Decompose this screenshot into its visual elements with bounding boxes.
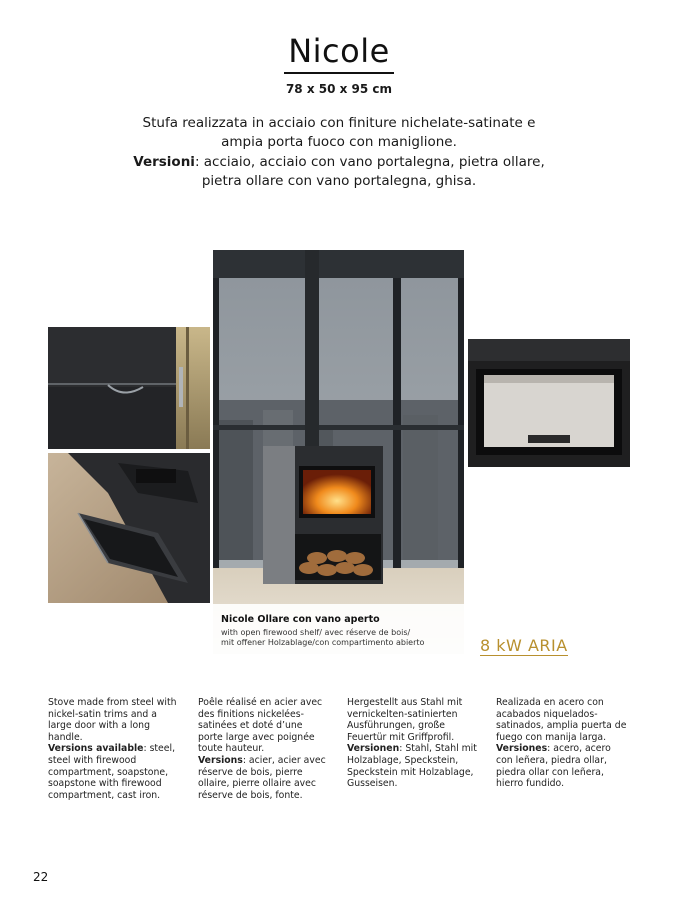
description-en	[48, 697, 180, 801]
description-fr	[198, 697, 330, 801]
stove-room-image	[213, 250, 464, 654]
versions-text: : Stahl, Stahl mit Holzablage, Speckstein, Speckstein mit Holzablage, Gusseisen.	[347, 743, 477, 790]
versions-text: : steel, steel with firewood compartment, soapstone, soapstone with firewood compartment, cast iron.	[48, 743, 176, 801]
caption-line-2: mit offener Holzablage/con compartimento abierto	[221, 638, 425, 647]
photo-caption-subtitle	[221, 628, 461, 648]
main-stove-photo	[213, 250, 464, 654]
photo-caption-title: Nicole Ollare con vano aperto	[221, 614, 380, 625]
caption-line-1: with open firewood shelf/ avec réserve de bois/	[221, 628, 411, 637]
description-text: Poêle réalisé en acier avec des finitions nickelées-satinées et doté d’une porte large avec poignée toute hauteur.	[198, 697, 323, 755]
drawer-detail-image	[48, 327, 210, 449]
description-text: Hergestellt aus Stahl mit vernickelten-satinierten Ausführungen, große Feuertür mit Griffprofil.	[347, 697, 463, 743]
detail-photo-drawer	[48, 327, 210, 449]
versions-label: Versionen	[347, 743, 400, 755]
versions-text: : acero, acero con leñera, piedra ollar, piedra ollar con leñera, hierro fundido.	[496, 743, 611, 790]
detail-photo-open-drawer	[48, 453, 210, 603]
description-text: Realizada en acero con acabados niquelados-satinados, amplia puerta de fuego con manija larga.	[496, 697, 627, 743]
intro-paragraph: Stufa realizzata in acciaio con finiture nichelate-satinate e ampia porta fuoco con maniglione.	[142, 115, 536, 150]
product-dimensions: 78 x 50 x 95 cm	[285, 82, 393, 96]
page-title: Nicole	[288, 32, 390, 70]
versions-paragraph	[120, 153, 558, 191]
versions-label: Versions available	[48, 743, 144, 755]
versions-text: : acier, acier avec réserve de bois, pierre ollaire, pierre ollaire avec réserve de bois, fonte.	[198, 754, 326, 801]
description-de	[347, 697, 479, 790]
description-text: Stove made from steel with nickel-satin trims and a large door with a long handle.	[48, 697, 177, 743]
firebox-image	[468, 339, 630, 467]
detail-photo-firebox	[468, 339, 630, 467]
description-es	[496, 697, 628, 790]
page-number: 22	[33, 870, 49, 884]
open-drawer-image	[48, 453, 210, 603]
versions-text: : acciaio, acciaio con vano portalegna, pietra ollare, pietra ollare con vano portalegna, ghisa.	[194, 154, 545, 189]
versions-label: Versions	[198, 754, 243, 766]
title-underline	[284, 72, 394, 74]
versions-label: Versioni	[133, 154, 195, 170]
versions-label: Versiones	[496, 743, 548, 755]
power-label: 8 kW ARIA	[480, 636, 568, 655]
